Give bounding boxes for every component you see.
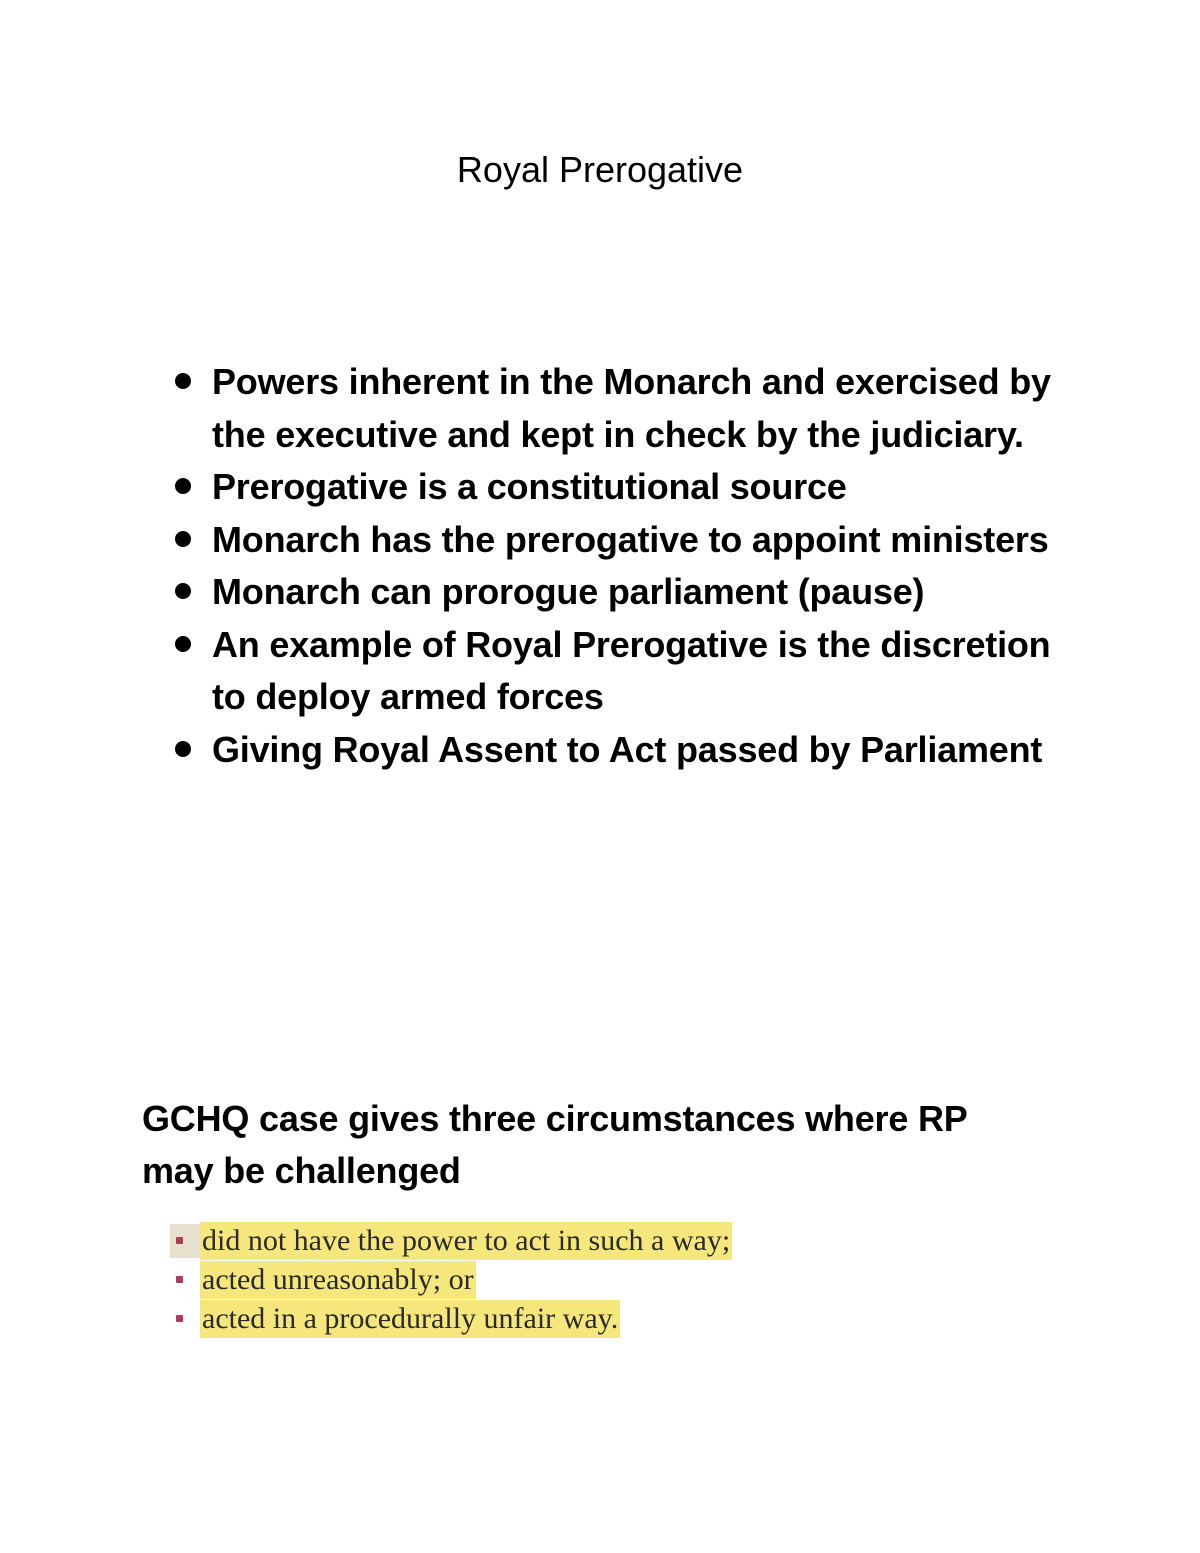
- bullet-list: [212, 356, 1072, 776]
- list-item: [212, 356, 1072, 461]
- bullet-icon: [175, 636, 191, 652]
- list-item-text: Powers inherent in the Monarch and exercised by the executive and kept in check by the judiciary.: [212, 361, 1051, 455]
- list-item-text: Monarch has the prerogative to appoint ministers: [212, 518, 1049, 560]
- square-bullet-icon: [176, 1315, 183, 1322]
- bullet-icon: [175, 531, 191, 547]
- highlighted-text: acted unreasonably; or: [200, 1261, 476, 1299]
- list-item-text: Prerogative is a constitutional source: [212, 466, 847, 507]
- square-bullet-icon: [176, 1276, 183, 1283]
- bullet-icon: [175, 741, 191, 757]
- list-item: [212, 514, 1072, 567]
- list-item: [212, 724, 1072, 777]
- selection-mark: [170, 1224, 200, 1258]
- list-item-text: Giving Royal Assent to Act passed by Parliament: [212, 728, 1043, 770]
- list-item-text: An example of Royal Prerogative is the discretion to deploy armed forces: [212, 623, 1051, 717]
- highlighted-excerpt-image: [170, 1212, 820, 1350]
- gchq-heading: GCHQ case gives three circumstances where RP may be challenged: [142, 1098, 967, 1191]
- highlighted-text: did not have the power to act in such a way;: [200, 1222, 732, 1260]
- list-item: [212, 566, 1072, 619]
- list-item: [212, 461, 1072, 514]
- list-item-text: Monarch can prorogue parliament (pause): [212, 571, 925, 612]
- bullet-icon: [175, 373, 191, 389]
- list-item: [212, 619, 1072, 724]
- page-title: Royal Prerogative: [456, 149, 744, 190]
- bullet-icon: [175, 478, 191, 494]
- square-bullet-icon: [176, 1237, 183, 1244]
- highlighted-text: acted in a procedurally unfair way.: [200, 1300, 620, 1338]
- bullet-icon: [175, 583, 191, 599]
